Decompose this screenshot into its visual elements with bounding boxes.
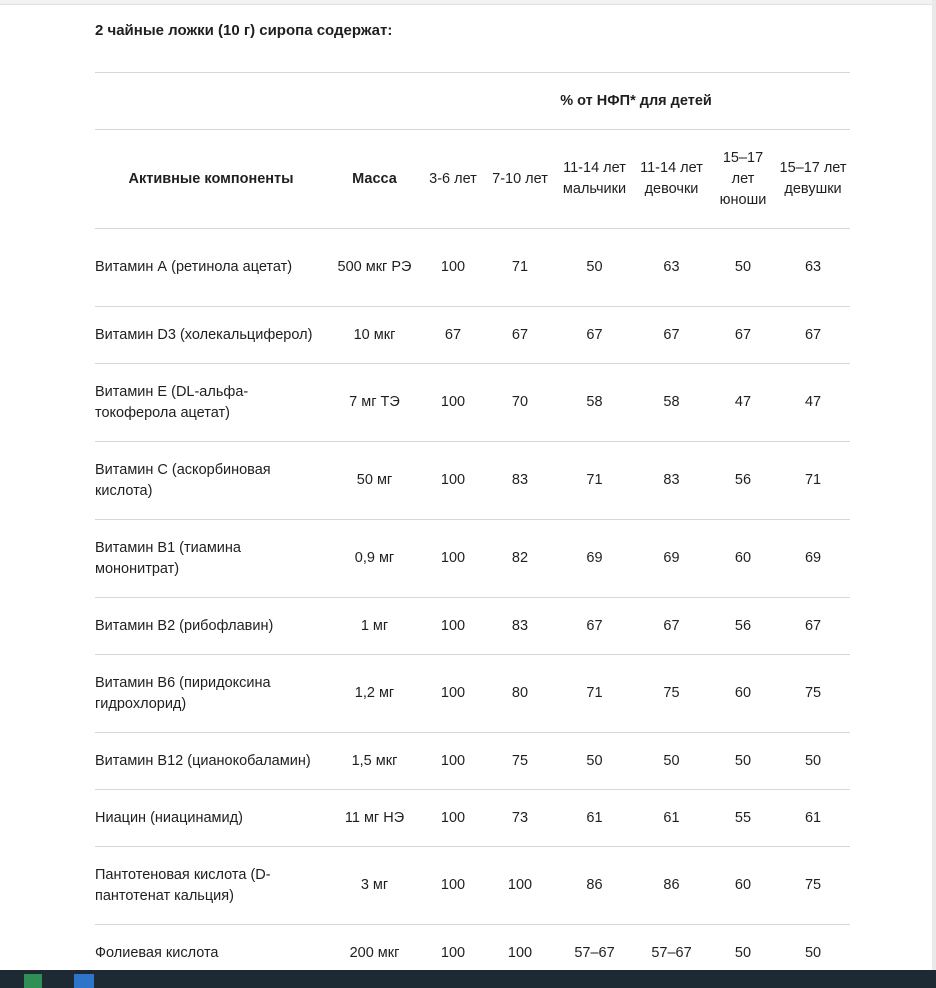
table-header-row	[95, 130, 850, 229]
component-mass: 0,9 мг	[354, 550, 395, 566]
percent-value: 57–67	[651, 944, 692, 961]
percent-value: 69	[586, 550, 603, 566]
percent-value: 83	[663, 472, 680, 488]
table-row	[95, 442, 850, 520]
component-mass: 50 мг	[356, 472, 393, 488]
percent-value: 80	[511, 685, 529, 701]
col-header-3-6: 3-6 лет	[429, 170, 477, 187]
component-name: Ниацин (ниацинамид)	[95, 809, 243, 826]
percent-value: 67	[663, 326, 680, 343]
component-name: Витамин E (DL-альфа-токоферола ацетат)	[95, 383, 249, 421]
percent-value: 50	[734, 259, 752, 275]
percent-value: 67	[804, 326, 822, 343]
nutrition-table-container	[95, 72, 850, 968]
table-body	[95, 229, 850, 969]
component-name: Витамин C (аскорбиновая кислота)	[95, 461, 271, 499]
component-mass: 1,5 мкг	[351, 752, 398, 769]
percent-value: 75	[511, 752, 529, 769]
percent-value: 61	[586, 809, 603, 826]
percent-value: 50	[586, 752, 603, 769]
percent-value: 56	[734, 617, 752, 634]
percent-value: 56	[734, 472, 752, 488]
component-name: Витамин B1 (тиамина мононитрат)	[95, 539, 241, 577]
percent-value: 60	[734, 877, 752, 893]
percent-value: 67	[734, 326, 752, 343]
percent-value: 58	[586, 394, 603, 410]
percent-value: 69	[663, 550, 680, 566]
table-row	[95, 655, 850, 733]
col-header-11-14-boys: 11-14 лет мальчики	[562, 160, 627, 197]
component-name: Пантотеновая кислота (D-пантотенат кальция)	[95, 866, 271, 904]
component-mass: 3 мг	[360, 877, 389, 893]
table-group-header-row	[95, 73, 850, 130]
percent-value: 67	[586, 617, 603, 634]
percent-value: 61	[804, 809, 822, 826]
percent-value: 50	[804, 944, 822, 961]
percent-value: 60	[734, 550, 752, 566]
table-row	[95, 790, 850, 847]
percent-value: 67	[586, 326, 603, 343]
percent-value: 100	[440, 752, 466, 769]
table-row	[95, 733, 850, 790]
percent-value: 47	[734, 394, 752, 410]
percent-value: 100	[507, 944, 533, 961]
percent-value: 100	[440, 877, 466, 893]
component-name: Витамин B12 (цианокобаламин)	[95, 752, 311, 769]
percent-value: 86	[586, 877, 603, 893]
component-name: Витамин B6 (пиридоксина гидрохлорид)	[95, 674, 271, 712]
group-header-spacer	[95, 73, 422, 130]
table-row	[95, 598, 850, 655]
percent-value: 57–67	[574, 944, 615, 961]
app-blue-icon[interactable]	[74, 974, 94, 988]
percent-value: 50	[586, 259, 603, 275]
percent-value: 100	[440, 809, 466, 826]
component-mass: 11 мг НЭ	[344, 809, 405, 826]
percent-value: 71	[804, 472, 822, 488]
percent-value: 69	[804, 550, 822, 566]
percent-value: 58	[663, 394, 680, 410]
col-header-15-17-boys: 15–17 лет юноши	[719, 149, 767, 208]
percent-value: 67	[804, 617, 822, 634]
percent-value: 83	[511, 617, 529, 634]
col-header-15-17-girls: 15–17 лет девушки	[779, 160, 847, 197]
col-header-11-14-girls: 11-14 лет девочки	[640, 160, 703, 197]
component-mass: 7 мг ТЭ	[349, 394, 400, 410]
percent-value: 50	[734, 752, 752, 769]
percent-value: 86	[663, 877, 680, 893]
col-header-components: Активные компоненты	[128, 170, 294, 187]
percent-value: 71	[586, 472, 603, 488]
col-header-7-10: 7-10 лет	[492, 170, 548, 187]
component-mass: 200 мкг	[349, 944, 400, 961]
percent-value: 63	[663, 259, 680, 275]
table-row	[95, 307, 850, 364]
table-row	[95, 229, 850, 307]
percent-value: 67	[663, 617, 680, 634]
percent-value: 100	[440, 472, 466, 488]
group-header-percent: % от НФП* для детей	[560, 92, 712, 109]
percent-value: 71	[511, 259, 529, 275]
percent-value: 71	[586, 685, 603, 701]
percent-value: 70	[511, 394, 529, 410]
intro-heading: 2 чайные ложки (10 г) сиропа содержат:	[95, 22, 393, 39]
taskbar	[0, 970, 936, 988]
percent-value: 67	[511, 326, 529, 343]
nutrition-table	[95, 72, 850, 968]
percent-value: 100	[440, 617, 466, 634]
percent-value: 55	[734, 809, 752, 826]
percent-value: 50	[804, 752, 822, 769]
percent-value: 63	[804, 259, 822, 275]
percent-value: 61	[663, 809, 680, 826]
percent-value: 83	[511, 472, 529, 488]
col-header-mass: Масса	[352, 170, 397, 187]
percent-value: 75	[804, 877, 822, 893]
component-name: Витамин D3 (холекальциферол)	[95, 326, 313, 343]
percent-value: 100	[440, 685, 466, 701]
component-name: Витамин B2 (рибофлавин)	[95, 617, 274, 634]
percent-value: 50	[734, 944, 752, 961]
percent-value: 100	[440, 944, 466, 961]
component-mass: 1,2 мг	[354, 685, 395, 701]
percent-value: 100	[440, 550, 466, 566]
percent-value: 100	[440, 394, 466, 410]
table-row	[95, 364, 850, 442]
component-mass: 1 мг	[360, 617, 389, 634]
scrollbar-track[interactable]	[932, 0, 936, 970]
table-row	[95, 847, 850, 925]
app-green-icon[interactable]	[24, 974, 42, 988]
percent-value: 73	[511, 809, 529, 826]
percent-value: 75	[804, 685, 822, 701]
percent-value: 47	[804, 394, 822, 410]
component-name: Фолиевая кислота	[95, 944, 219, 961]
component-mass: 500 мкг РЭ	[337, 259, 412, 275]
percent-value: 50	[663, 752, 680, 769]
percent-value: 100	[507, 877, 533, 893]
top-divider	[0, 0, 936, 5]
percent-value: 100	[440, 259, 466, 275]
percent-value: 82	[511, 550, 529, 566]
percent-value: 60	[734, 685, 752, 701]
component-name: Витамин А (ретинола ацетат)	[95, 259, 293, 275]
component-mass: 10 мкг	[353, 326, 396, 343]
percent-value: 67	[444, 326, 462, 343]
table-row	[95, 925, 850, 969]
percent-value: 75	[663, 685, 680, 701]
table-row	[95, 520, 850, 598]
